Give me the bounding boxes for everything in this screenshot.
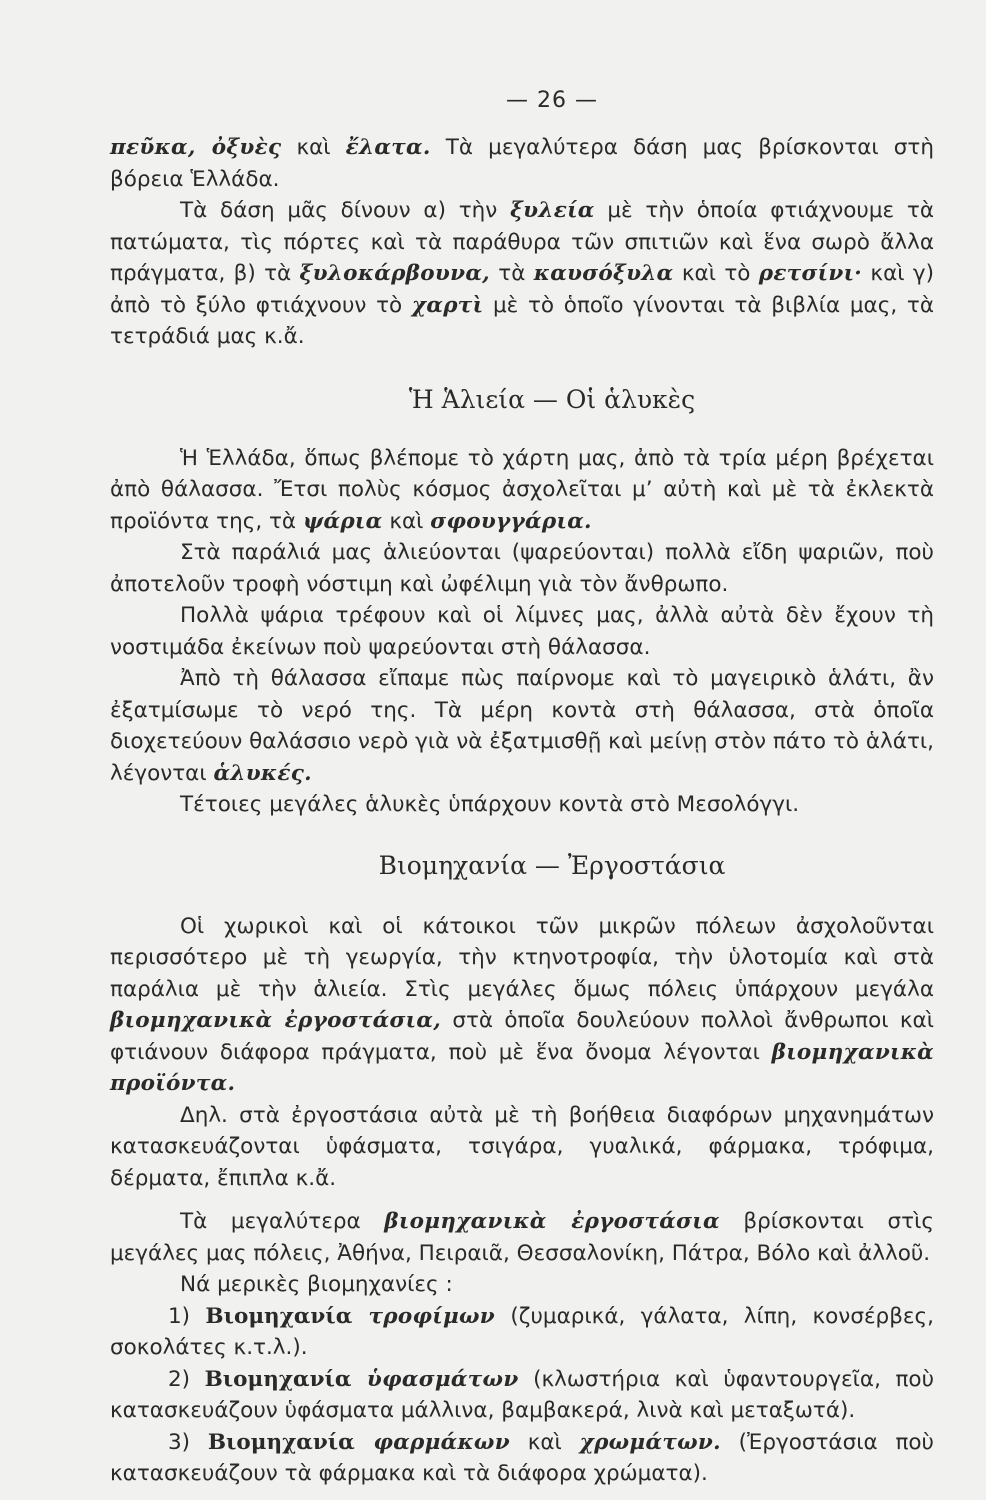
page-number: — 26 — [506,88,598,113]
term-factories: βιομηχανικὰ ἐργοστάσια [384,1209,720,1234]
term-firs: ἔλατα. [345,135,431,160]
term-resin: ρετσίνι· [758,261,863,286]
paragraph-salt: Ἀπὸ τὴ θάλασσα εἴπαμε πὼς παίρνομε καὶ τὸ μαγειρικὸ ἁλάτι, ἂν ἐξατμίσωμε τὸ νερό της. Τὰ μέρη κοντὰ στὴ θάλασσα, στὰ ὁποῖα διοχετεύουν θαλάσσιο νερὸ γιὰ νὰ ἐξατμισθῇ καὶ μείνῃ στὸν πάτο τὸ ἁλάτι, λέγονται ἁλυκές. [110,666,934,786]
list-item-pharma: 3) Βιομηχανία φαρμάκων καὶ χρωμάτων. (Ἐργοστάσια ποὺ κατασκευάζουν τὰ φάρμακα καὶ τὰ διάφορα χρώματα). [110,1429,934,1486]
paragraph-fish-coast: Στὰ παράλιά μας ἁλιεύονται (ψαρεύονται) πολλὰ εἴδη ψαριῶν, ποὺ ἀποτελοῦν τροφὴ νόστιμη καὶ ὠφέλιμη γιὰ τὸν ἄνθρωπο. [110,540,934,597]
paragraph-forest-products: Τὰ δάση μᾶς δίνουν α) τὴν ξυλεία μὲ τὴν ὁποία φτιάχνουμε τὰ πατώματα, τὶς πόρτες καὶ τὰ παράθυρα τῶν σπιτιῶν καὶ ἕνα σωρὸ ἄλλα πράγματα, β) τὰ ξυλοκάρβουνα, τὰ καυσόξυλα καὶ τὸ ρετσίνι· καὶ γ) ἀπὸ τὸ ξύλο φτιάχνουν τὸ χαρτὶ μὲ τὸ ὁποῖο γίνονται τὰ βιβλία μας, τὰ τετράδιά μας κ.ἄ. [110,198,934,349]
term-industrial-products: βιομηχανικὰ προϊόντα. [110,1039,934,1096]
term-paper: χαρτὶ [411,292,484,318]
term-pines-firs: πεῦκα, ὀξυὲς [110,135,282,160]
paragraph-factory-goods: Δηλ. στὰ ἐργοστάσια αὐτὰ μὲ τὴ βοήθεια διαφόρων μηχανημάτων κατασκευάζονται ὑφάσματα, τσιγάρα, γυαλικά, φάρμακα, τρόφιμα, δέρματα, ἔπιπλα κ.ἄ. [110,1102,934,1191]
term-sponges: σφουγγάρια. [430,508,592,534]
term-timber: ξυλεία [510,198,595,223]
section-heading-industry: Βιομηχανία — Ἐργοστάσια [378,850,726,880]
paragraph-list-intro: Νά μερικὲς βιομηχανίες : [180,1272,453,1297]
list-item-food: 1) Βιομηχανία τροφίμων (ζυμαρικά, γάλατα, λίπη, κονσέρβες, σοκολάτες κ.τ.λ.). [110,1303,935,1360]
term-saltpans: ἁλυκές. [213,760,312,786]
term-firewood: καυσόξυλα [533,261,674,286]
paragraph-cities: Τὰ μεγαλύτερα βιομηχανικὰ ἐργοστάσια βρίσκονται στὶς μεγάλες μας πόλεις, Ἀθήνα, Πειραιᾶ, Θεσσαλονίκη, Πάτρα, Βόλο καὶ ἀλλοῦ. [110,1209,934,1266]
term-fish: ψάρια [302,508,383,534]
term-charcoal: ξυλοκάρβουνα, [299,261,490,286]
term-industrial-factories: βιομηχανικὰ ἐργοστάσια, [110,1008,441,1033]
section-heading-fishing: Ἡ Ἁλιεία — Οἱ ἁλυκὲς [408,384,696,414]
paragraph-messolonghi: Τέτοιες μεγάλες ἁλυκὲς ὑπάρχουν κοντὰ στὸ Μεσολόγγι. [180,792,800,817]
paragraph-forests-trees: πεῦκα, ὀξυὲς καὶ ἔλατα. Τὰ μεγαλύτερα δάση μας βρίσκονται στὴ βόρεια Ἑλλάδα. [110,135,934,192]
paragraph-lakes: Πολλὰ ψάρια τρέφουν καὶ οἱ λίμνες μας, ἀλλὰ αὐτὰ δὲν ἔχουν τὴ νοστιμάδα ἐκείνων ποὺ ψαρεύονται στὴ θάλασσα. [110,603,934,660]
paragraph-sea: Ἡ Ἑλλάδα, ὅπως βλέπομε τὸ χάρτη μας, ἀπὸ τὰ τρία μέρη βρέχεται ἀπὸ θάλασσα. Ἔτσι πολὺς κόσμος ἀσχολεῖται μ’ αὐτὴ καὶ μὲ τὰ ἐκλεκτὰ προϊόντα της, τὰ ψάρια καὶ σφουγγάρια. [110,445,934,534]
paragraph-industry: Οἱ χωρικοὶ καὶ οἱ κάτοικοι τῶν μικρῶν πόλεων ἀσχολοῦνται περισσότερο μὲ τὴ γεωργία, τὴν κτηνοτροφία, τὴν ὑλοτομία καὶ στὰ παράλια μὲ τὴν ἁλιεία. Στὶς μεγάλες ὅμως πόλεις ὑπάρχουν μεγάλα βιομηχανικὰ ἐργοστάσια, στὰ ὁποῖα δουλεύουν πολλοὶ ἄνθρωποι καὶ φτιάνουν διάφορα πράγματα, ποὺ μὲ ἕνα ὄνομα λέγονται βιομηχανικὰ προϊόντα. [110,913,934,1096]
spacer [110,1194,934,1206]
list-item-textiles: 2) Βιομηχανία ὑφασμάτων (κλωστήρια καὶ ὑφαντουργεῖα, ποὺ κατασκευάζουν ὑφάσματα μάλλινα, βαμβακερά, λινὰ καὶ μεταξωτά). [110,1366,935,1423]
